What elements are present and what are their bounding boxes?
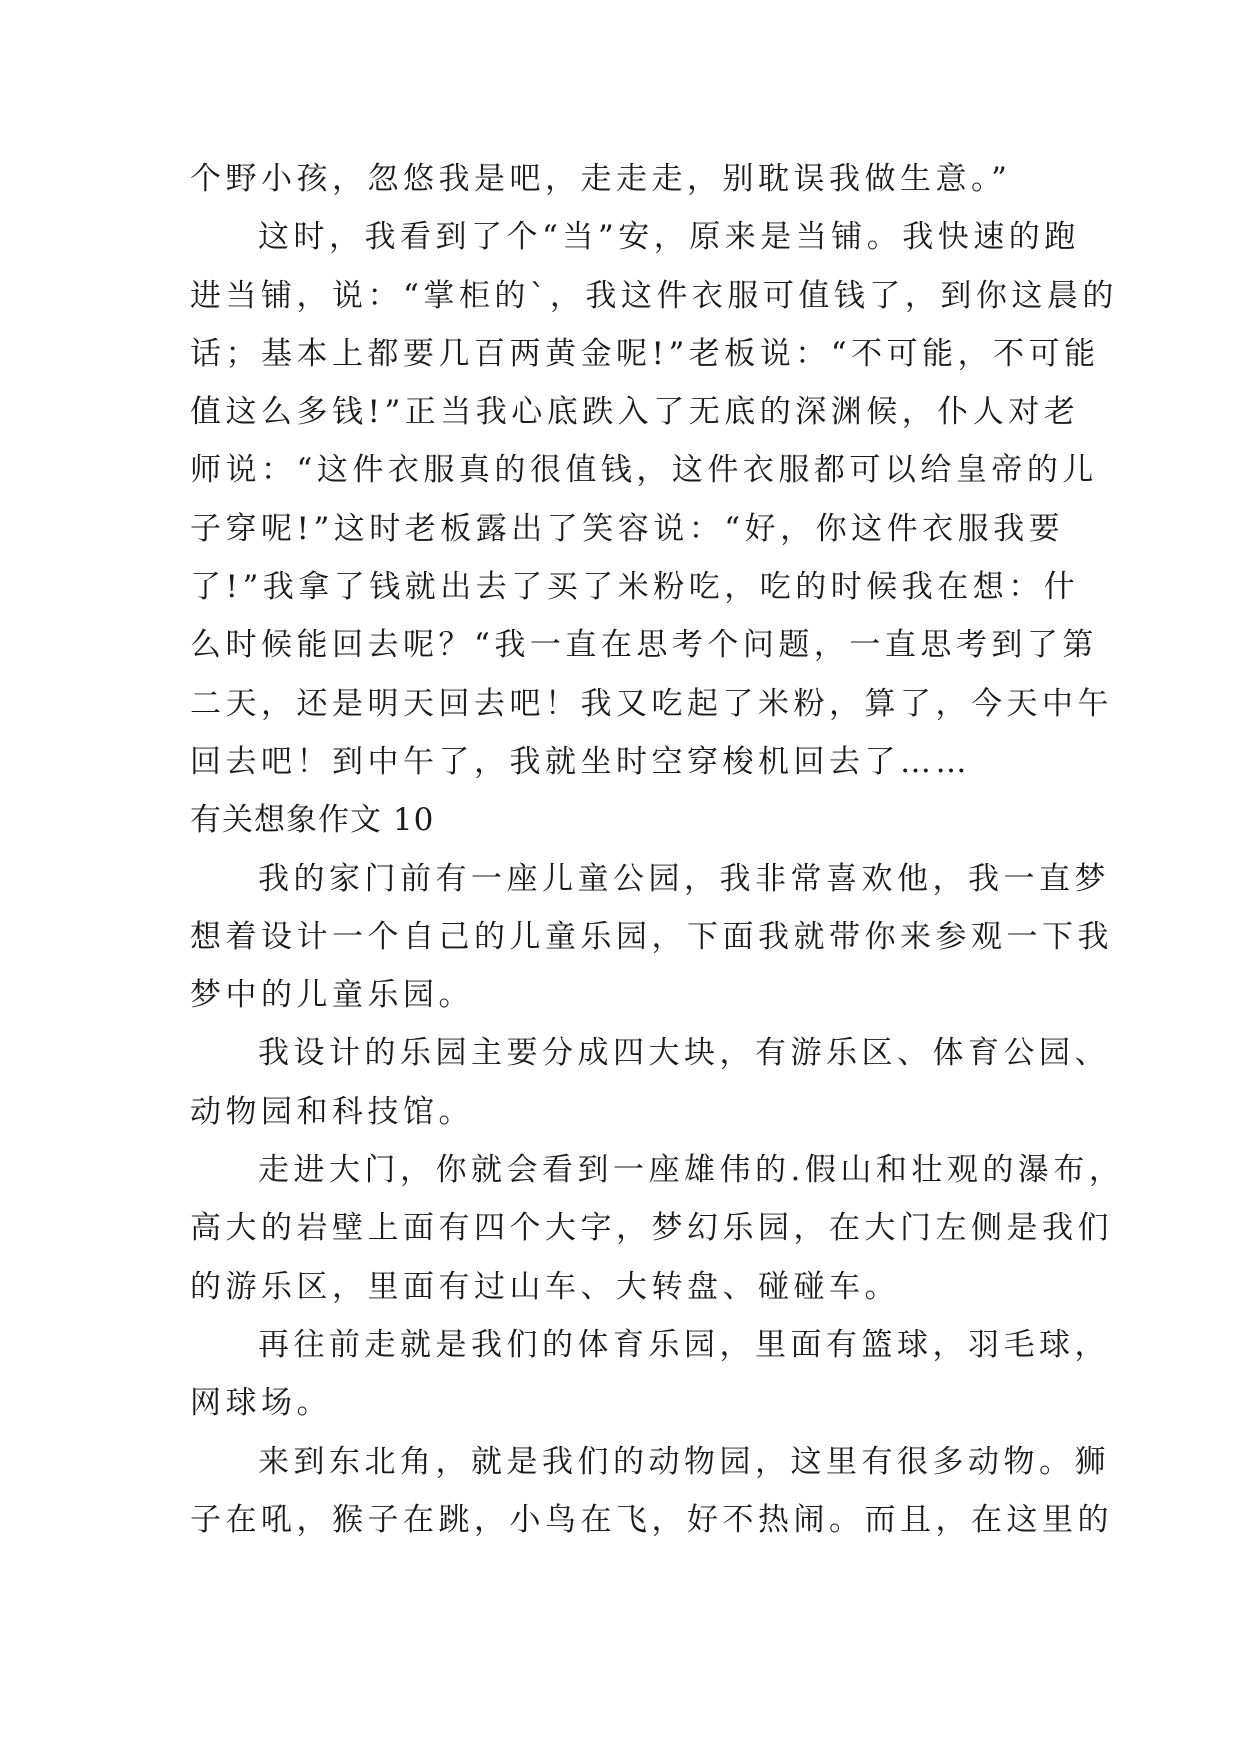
- text-line: 师说：“这件衣服真的很值钱，这件衣服都可以给皇帝的儿: [190, 452, 1098, 489]
- text-line: 进当铺，说：“掌柜的`，我这件衣服可值钱了，到你这晨的: [190, 277, 1118, 314]
- text-line: 子在吼，猴子在跳，小鸟在飞，好不热闹。而且，在这里的: [190, 1501, 1113, 1538]
- text-line: 话；基本上都要几百两黄金呢!”老板说：“不可能，不可能: [190, 335, 1100, 372]
- document-body: [190, 150, 1125, 1549]
- text-line: 再往前走就是我们的体育乐园，里面有篮球，羽毛球，: [258, 1326, 1110, 1363]
- text-line: 值这么多钱!”正当我心底跌入了无底的深渊候，仆人对老: [190, 394, 1080, 431]
- text-line: 走进大门，你就会看到一座雄伟的.假山和壮观的瀑布，: [258, 1152, 1125, 1189]
- text-line: 的游乐区，里面有过山车、大转盘、碰碰车。: [190, 1268, 900, 1305]
- text-line: 我设计的乐园主要分成四大块，有游乐区、体育公园、: [258, 1035, 1110, 1072]
- text-line: 么时候能回去呢？“我一直在思考个问题，一直思考到了第: [190, 627, 1098, 664]
- text-line: 高大的岩壁上面有四个大字，梦幻乐园，在大门左侧是我们: [190, 1210, 1113, 1247]
- text-line: 梦中的儿童乐园。: [190, 977, 474, 1014]
- text-line: 个野小孩，忽悠我是吧，走走走，别耽误我做生意。”: [190, 161, 1012, 197]
- text-line: 来到东北角，就是我们的动物园，这里有很多动物。狮: [258, 1443, 1110, 1480]
- text-line: 了!”我拿了钱就出去了买了米粉吃，吃的时候我在想：什: [190, 569, 1080, 606]
- text-line: 二天，还是明天回去吧！我又吃起了米粉，算了，今天中午: [190, 685, 1113, 722]
- text-line: 想着设计一个自己的儿童乐园，下面我就带你来参观一下我: [190, 918, 1113, 955]
- text-line: 网球场。: [190, 1385, 332, 1422]
- text-line: 这时，我看到了个“当”安，原来是当铺。我快速的跑: [258, 219, 1080, 256]
- text-line: 子穿呢!”这时老板露出了笑容说：“好，你这件衣服我要: [190, 510, 1065, 547]
- section-heading: 有关想象作文 10: [190, 802, 435, 839]
- text-line: 动物园和科技馆。: [190, 1093, 474, 1130]
- text-line: 我的家门前有一座儿童公园，我非常喜欢他，我一直梦: [258, 860, 1110, 897]
- text-line: 回去吧！到中午了，我就坐时空穿梭机回去了……: [190, 743, 971, 780]
